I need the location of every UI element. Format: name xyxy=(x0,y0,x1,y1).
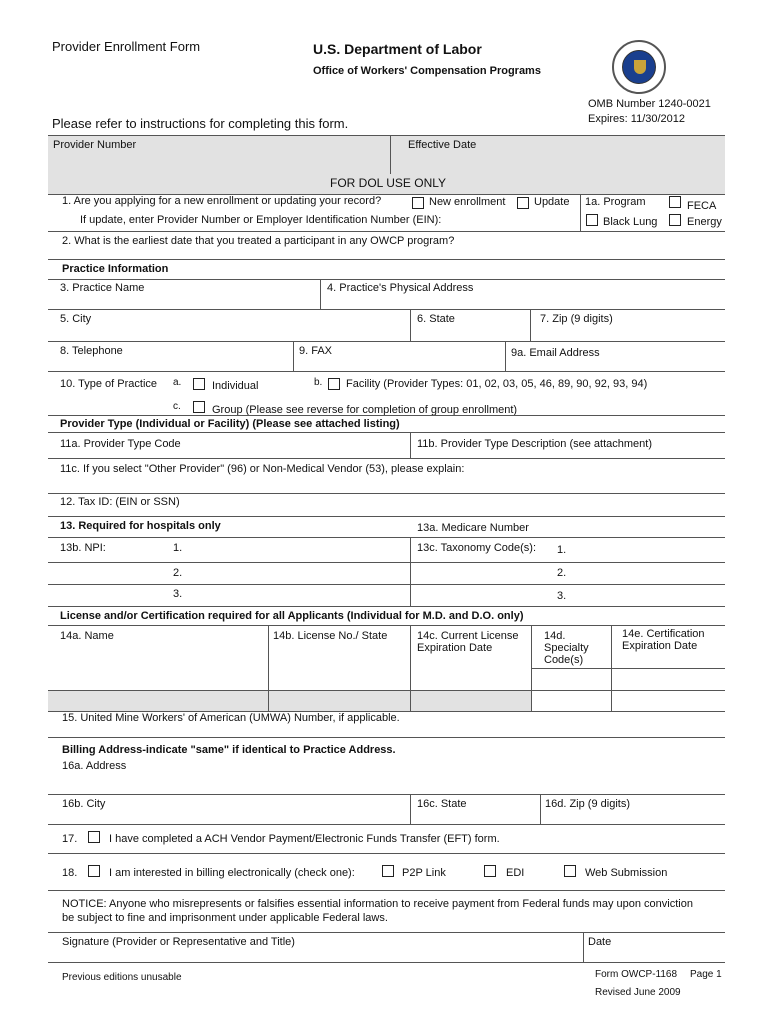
npi-line-3: 3. xyxy=(173,588,183,600)
state-label: 6. State xyxy=(417,313,455,325)
individual-checkbox[interactable] xyxy=(193,378,205,390)
update-label: Update xyxy=(534,196,570,208)
q18-number: 18. xyxy=(62,867,78,879)
provider-number-label: Provider Number xyxy=(53,139,137,151)
group-checkbox[interactable] xyxy=(193,401,205,413)
omb-number: OMB Number 1240-0021 xyxy=(588,98,711,110)
facility-checkbox[interactable] xyxy=(328,378,340,390)
eft-label: I have completed a ACH Vendor Payment/Electronic Funds Transfer (EFT) form. xyxy=(109,833,500,845)
q2-question: 2. What is the earliest date that you treated a participant in any OWCP program? xyxy=(62,235,455,247)
p2p-link-checkbox[interactable] xyxy=(382,865,394,877)
effective-date-label: Effective Date xyxy=(408,139,477,151)
billing-city-label: 16b. City xyxy=(62,798,106,810)
facility-label: Facility (Provider Types: 01, 02, 03, 05, 46, 89, 90, 92, 93, 94) xyxy=(346,378,648,390)
individual-label: Individual xyxy=(212,380,259,392)
option-c-label: c. xyxy=(173,401,181,412)
npi-line-2: 2. xyxy=(173,567,183,579)
program-label: 1a. Program xyxy=(585,196,646,208)
provider-type-code-label: 11a. Provider Type Code xyxy=(60,438,181,450)
black-lung-label: Black Lung xyxy=(603,216,658,228)
provider-type-description-label: 11b. Provider Type Description (see attachment) xyxy=(417,438,652,450)
energy-label: Energy xyxy=(687,216,722,228)
agency-name: U.S. Department of Labor xyxy=(313,41,482,57)
license-shaded-row xyxy=(48,690,531,711)
other-provider-label: 11c. If you select "Other Provider" (96) or Non-Medical Vendor (53), please explain: xyxy=(60,463,465,475)
edi-checkbox[interactable] xyxy=(484,865,496,877)
practice-address-label: 4. Practice's Physical Address xyxy=(327,282,474,294)
billing-address-label: 16a. Address xyxy=(62,760,127,772)
option-b-label: b. xyxy=(314,377,323,388)
feca-checkbox[interactable] xyxy=(669,196,681,208)
medicare-number-label: 13a. Medicare Number xyxy=(417,522,529,534)
edi-label: EDI xyxy=(506,867,525,879)
provider-type-heading: Provider Type (Individual or Facility) (Please see attached listing) xyxy=(60,418,400,430)
npi-line-1: 1. xyxy=(173,542,183,554)
hospitals-heading: 13. Required for hospitals only xyxy=(60,520,221,532)
specialty-code-header: 14d. Specialty Code(s) xyxy=(544,630,589,666)
office-name: Office of Workers' Compensation Programs xyxy=(313,65,541,77)
telephone-label: 8. Telephone xyxy=(60,345,123,357)
eft-checkbox[interactable] xyxy=(88,831,100,843)
black-lung-checkbox[interactable] xyxy=(586,214,598,226)
tax-id-label: 12. Tax ID: (EIN or SSN) xyxy=(60,496,180,508)
new-enrollment-label: New enrollment xyxy=(429,196,506,208)
taxonomy-label: 13c. Taxonomy Code(s): xyxy=(417,542,537,554)
q1-question: 1. Are you applying for a new enrollment or updating your record? xyxy=(62,195,382,207)
certification-expiration-header: 14e. Certification Expiration Date xyxy=(622,628,705,652)
web-submission-checkbox[interactable] xyxy=(564,865,576,877)
zip-label: 7. Zip (9 digits) xyxy=(540,313,613,325)
page-number: Page 1 xyxy=(690,969,722,980)
revised-date: Revised June 2009 xyxy=(595,987,681,998)
for-dol-use-only: FOR DOL USE ONLY xyxy=(330,176,447,190)
date-label: Date xyxy=(588,936,612,948)
update-checkbox[interactable] xyxy=(517,197,529,209)
notice-text: NOTICE: Anyone who misrepresents or falsifies essential information to receive payment from Federal funds may upon conviction be subject to fine and imprisonment under applicable Federal laws. xyxy=(62,898,693,924)
license-name-header: 14a. Name xyxy=(60,630,114,642)
web-submission-label: Web Submission xyxy=(585,867,668,879)
electronic-billing-checkbox[interactable] xyxy=(88,865,100,877)
billing-zip-label: 16d. Zip (9 digits) xyxy=(545,798,630,810)
taxonomy-line-2: 2. xyxy=(557,567,567,579)
group-label: Group (Please see reverse for completion of group enrollment) xyxy=(212,404,518,416)
license-heading: License and/or Certification required for all Applicants (Individual for M.D. and D.O. only) xyxy=(60,610,524,622)
practice-name-label: 3. Practice Name xyxy=(60,282,145,294)
electronic-billing-label: I am interested in billing electronically (check one): xyxy=(109,867,355,879)
taxonomy-line-3: 3. xyxy=(557,590,567,602)
option-a-label: a. xyxy=(173,377,182,388)
signature-label: Signature (Provider or Representative and Title) xyxy=(62,936,295,948)
p2p-link-label: P2P Link xyxy=(402,867,446,879)
form-title: Provider Enrollment Form xyxy=(52,39,201,54)
previous-editions-note: Previous editions unusable xyxy=(62,972,182,983)
license-number-header: 14b. License No./ State xyxy=(273,630,388,642)
fax-label: 9. FAX xyxy=(299,345,333,357)
feca-label: FECA xyxy=(687,200,717,212)
taxonomy-line-1: 1. xyxy=(557,544,567,556)
q1-update-note: If update, enter Provider Number or Employer Identification Number (EIN): xyxy=(80,214,442,226)
email-label: 9a. Email Address xyxy=(511,347,600,359)
expires-date: Expires: 11/30/2012 xyxy=(588,113,686,125)
billing-heading: Billing Address-indicate "same" if identical to Practice Address. xyxy=(62,744,396,756)
form-number: Form OWCP-1168 xyxy=(595,969,678,980)
npi-label: 13b. NPI: xyxy=(60,542,106,554)
city-label: 5. City xyxy=(60,313,92,325)
license-expiration-header: 14c. Current License Expiration Date xyxy=(417,630,519,654)
practice-type-label: 10. Type of Practice xyxy=(60,378,158,390)
practice-info-heading: Practice Information xyxy=(62,263,169,275)
umwa-label: 15. United Mine Workers' of American (UMWA) Number, if applicable. xyxy=(62,712,400,724)
billing-state-label: 16c. State xyxy=(417,798,467,810)
instructions-note: Please refer to instructions for completing this form. xyxy=(52,116,349,131)
new-enrollment-checkbox[interactable] xyxy=(412,197,424,209)
q17-number: 17. xyxy=(62,833,78,845)
dol-seal-icon xyxy=(612,40,666,94)
energy-checkbox[interactable] xyxy=(669,214,681,226)
